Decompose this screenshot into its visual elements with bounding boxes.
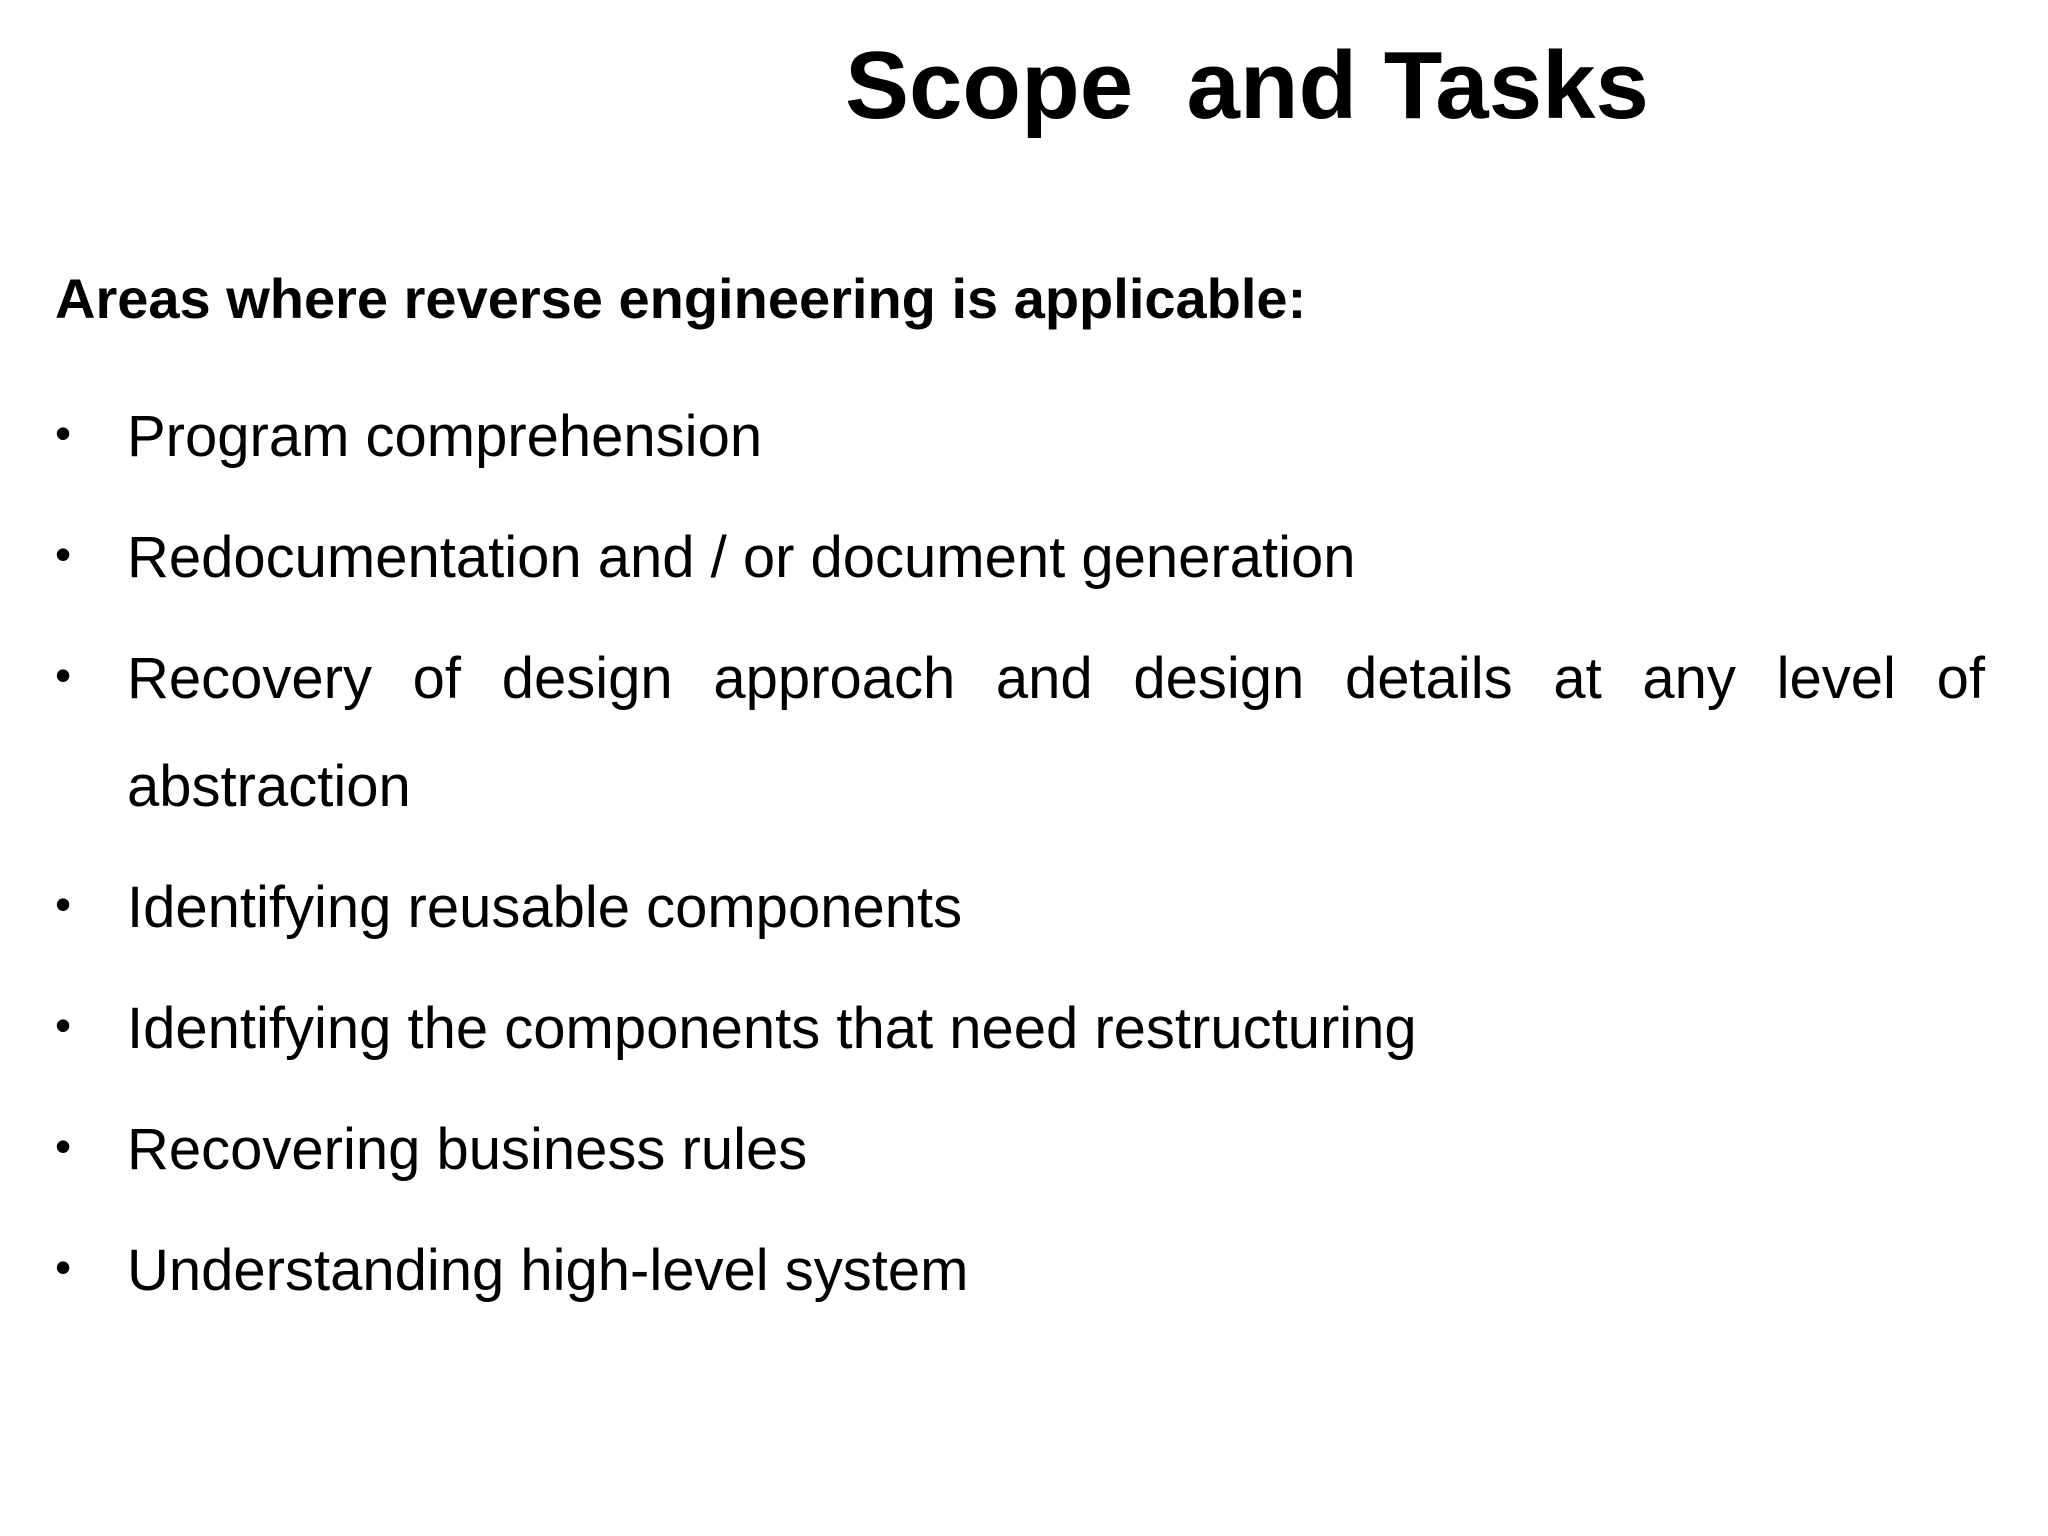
list-item-text: Recovery of design approach and design details at any level of abstraction [127,646,1985,819]
list-item-text: Redocumentation and / or document generation [127,525,1356,590]
list-item [55,625,1985,841]
list-item-text: Understanding high-level system [127,1238,969,1303]
list-item-text: Program comprehension [127,404,763,469]
bullet-icon: • [55,1241,72,1293]
bullet-icon: • [55,528,72,580]
bullet-icon: • [55,878,72,930]
list-item-text: Identifying reusable components [127,875,963,940]
section-heading: Areas where reverse engineering is applicable: [55,267,1307,330]
list-item [55,504,1985,612]
list-item [55,1217,1985,1325]
bullet-icon: • [55,407,72,459]
list-item [55,854,1985,962]
slide-content [55,263,1985,1338]
bullet-icon: • [55,649,72,701]
list-item [55,975,1985,1083]
list-item-text: Identifying the components that need restructuring [127,996,1417,1061]
bullet-list [55,383,1985,1325]
slide-title: Scope and Tasks [845,32,1649,139]
bullet-icon: • [55,1120,72,1172]
list-item [55,1096,1985,1204]
list-item-text: Recovering business rules [127,1117,808,1182]
bullet-icon: • [55,999,72,1051]
list-item [55,383,1985,491]
